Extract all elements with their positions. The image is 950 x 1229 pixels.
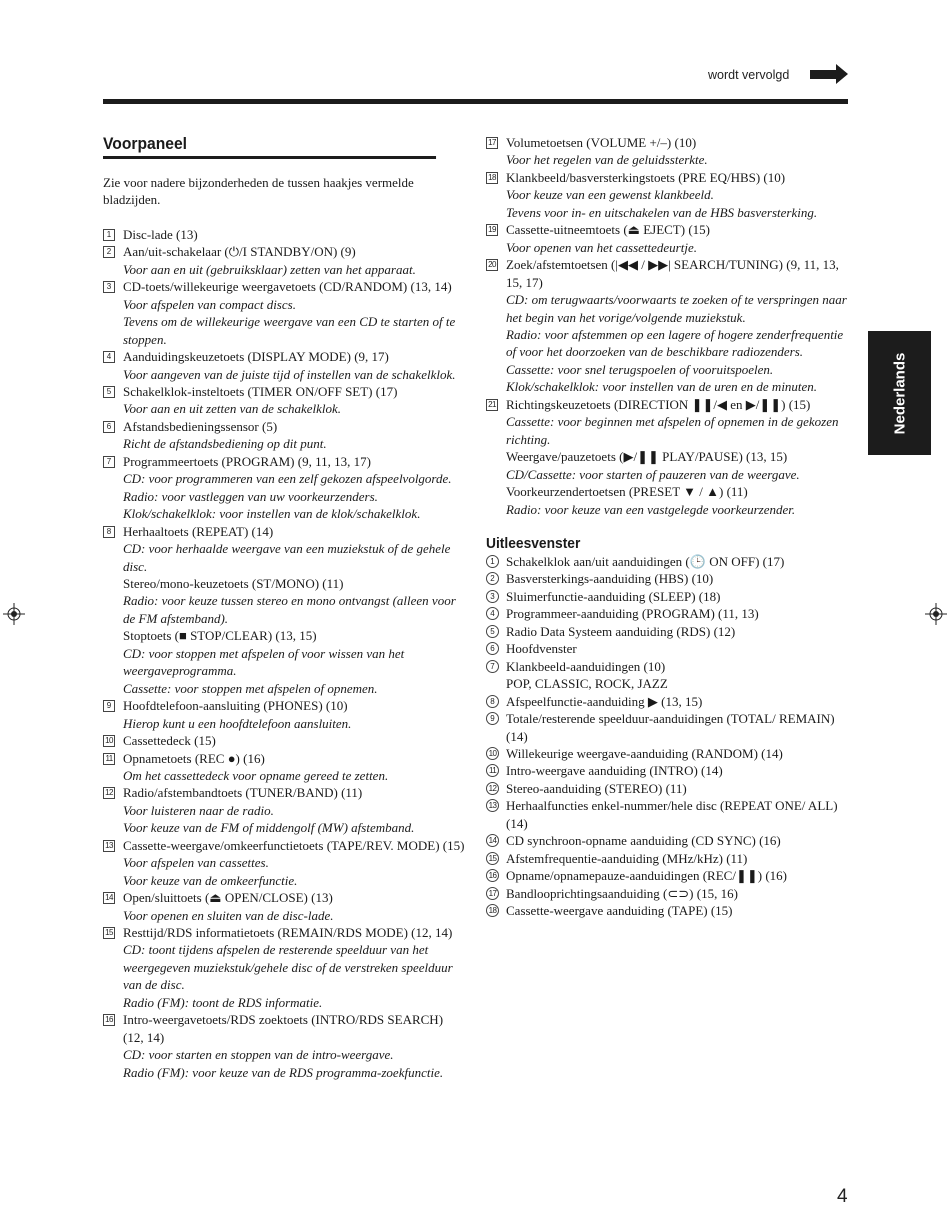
indicator-label: Basversterkings-aanduiding (HBS) (10) xyxy=(506,571,714,587)
item-number: 9 xyxy=(103,700,115,712)
item-description: Richt de afstandsbediening op dit punt. xyxy=(123,436,327,452)
front-panel-list-left xyxy=(103,226,465,1081)
item-description: CD: voor herhaalde weergave van een muziekstuk of de gehele disc. xyxy=(123,541,451,574)
indicator-number: 2 xyxy=(486,572,499,585)
item-description: Radio: voor afstemmen op een lagere of hogere zenderfrequentie of voor het doorzoeken van de beschikbare radiozenders. xyxy=(506,326,844,360)
front-panel-item xyxy=(103,784,465,836)
item-label: Zoek/afstemtoetsen (|◀◀ / ▶▶| SEARCH/TUNING) (9, 11, 13, 15, 17) xyxy=(506,257,839,290)
right-column xyxy=(486,134,848,919)
indicator-number: 3 xyxy=(486,590,499,603)
item-description: Klok/schakelklok: voor instellen van de uren en de minuten. xyxy=(506,379,818,395)
left-column xyxy=(103,134,465,1081)
item-description: Cassette: voor snel terugspoelen of vooruitspoelen. xyxy=(506,361,774,377)
display-indicator-item xyxy=(486,745,848,762)
item-number: 1 xyxy=(103,229,115,241)
item-description: CD: toont tijdens afspelen de resterende speelduur van het weergegeven muziekstuk/gehele disc of de verstreken speelduur van de disc. xyxy=(123,942,453,993)
item-label: Resttijd/RDS informatietoets (REMAIN/RDS MODE) (12, 14) xyxy=(123,925,453,941)
indicator-label: Herhaalfuncties enkel-nummer/hele disc (REPEAT ONE/ ALL) (14) xyxy=(506,798,838,831)
item-number: 13 xyxy=(103,840,115,852)
item-description: Voor openen en sluiten van de disc-lade. xyxy=(123,907,334,923)
front-panel-item xyxy=(103,453,465,523)
item-description: CD: voor stoppen met afspelen of voor wissen van het weergaveprogramma. xyxy=(123,645,405,679)
item-number: 21 xyxy=(486,399,498,411)
item-number: 16 xyxy=(103,1014,115,1026)
item-label: Programmeertoets (PROGRAM) (9, 11, 13, 17) xyxy=(123,453,371,469)
display-indicator-item xyxy=(486,658,848,693)
indicator-number: 16 xyxy=(486,869,499,882)
item-label: Afstandsbedieningssensor (5) xyxy=(123,418,278,434)
item-number: 12 xyxy=(103,787,115,799)
indicator-number: 4 xyxy=(486,607,499,620)
item-description: CD/Cassette: voor starten of pauzeren van de weergave. xyxy=(506,466,800,482)
indicator-number: 17 xyxy=(486,887,499,900)
front-panel-item xyxy=(103,348,465,383)
item-description: Radio: voor vastleggen van uw voorkeurzenders. xyxy=(123,488,378,504)
item-description: Cassette: voor beginnen met afspelen of opnemen in de gekozen richting. xyxy=(506,414,839,447)
indicator-label: Opname/opnamepauze-aanduidingen (REC/❚❚) (16) xyxy=(506,868,787,884)
item-description: Voor afspelen van cassettes. xyxy=(123,855,269,871)
item-label: Opnametoets (REC ●) (16) xyxy=(123,750,265,766)
indicator-number: 1 xyxy=(486,555,499,568)
display-indicator-item xyxy=(486,710,848,745)
front-panel-title: Voorpaneel xyxy=(103,134,436,159)
front-panel-item xyxy=(103,278,465,348)
display-indicator-item xyxy=(486,762,848,779)
item-description: Voor aangeven van de juiste tijd of instellen van de schakelklok. xyxy=(123,366,456,382)
item-label: Cassette-uitneemtoets (⏏ EJECT) (15) xyxy=(506,222,710,238)
front-panel-item xyxy=(486,256,848,396)
indicator-number: 15 xyxy=(486,852,499,865)
item-label: Weergave/pauzetoets (▶/❚❚ PLAY/PAUSE) (13, 15) xyxy=(506,449,788,465)
item-label: Aan/uit-schakelaar (⏻/I STANDBY/ON) (9) xyxy=(123,244,356,260)
item-number: 4 xyxy=(103,351,115,363)
indicator-label: Sluimerfunctie-aanduiding (SLEEP) (18) xyxy=(506,588,721,604)
indicator-number: 12 xyxy=(486,782,499,795)
item-number: 20 xyxy=(486,259,498,271)
item-label: Volumetoetsen (VOLUME +/–) (10) xyxy=(506,135,697,150)
item-description: CD: voor starten en stoppen van de intro-weergave. xyxy=(123,1047,394,1063)
display-indicator-item xyxy=(486,623,848,640)
item-description: Tevens voor in- en uitschakelen van de HBS basversterking. xyxy=(506,204,818,220)
indicator-number: 18 xyxy=(486,904,499,917)
language-tab xyxy=(868,331,931,455)
front-panel-item xyxy=(103,226,465,243)
page-number: 4 xyxy=(837,1186,848,1207)
front-panel-item xyxy=(103,889,465,924)
item-label: Schakelklok-insteltoets (TIMER ON/OFF SET) (17) xyxy=(123,383,398,399)
item-number: 17 xyxy=(486,137,498,149)
item-description: Hierop kunt u een hoofdtelefoon aansluiten. xyxy=(123,715,352,731)
front-panel-list-right xyxy=(486,134,848,518)
item-description: Tevens om de willekeurige weergave van een CD te starten of te stoppen. xyxy=(123,314,456,347)
item-description: Voor luisteren naar de radio. xyxy=(123,802,274,818)
front-panel-item xyxy=(486,134,848,169)
item-number: 11 xyxy=(103,753,115,765)
item-label: Radio/afstembandtoets (TUNER/BAND) (11) xyxy=(123,785,363,801)
indicator-label: CD synchroon-opname aanduiding (CD SYNC) (16) xyxy=(506,833,781,849)
item-description: Voor aan en uit (gebruiksklaar) zetten van het apparaat. xyxy=(123,261,416,277)
front-panel-item xyxy=(103,697,465,732)
indicator-number: 13 xyxy=(486,799,499,812)
display-indicator-item xyxy=(486,605,848,622)
item-label: CD-toets/willekeurige weergavetoets (CD/RANDOM) (13, 14) xyxy=(123,279,452,295)
indicator-label: Afstemfrequentie-aanduiding (MHz/kHz) (11) xyxy=(506,850,748,866)
item-description: Radio: voor keuze tussen stereo en mono ontvangst (alleen voor de FM afstemband). xyxy=(123,593,456,626)
arrow-right-icon xyxy=(810,64,850,84)
item-description: Voor keuze van een gewenst klankbeeld. xyxy=(506,187,714,203)
indicator-label: Klankbeeld-aanduidingen (10) xyxy=(506,658,666,674)
item-number: 6 xyxy=(103,421,115,433)
item-description: Cassette: voor stoppen met afspelen of opnemen. xyxy=(123,680,378,696)
indicator-number: 10 xyxy=(486,747,499,760)
item-description: Voor openen van het cassettedeurtje. xyxy=(506,239,697,255)
front-panel-item xyxy=(103,418,465,453)
indicator-label: Stereo-aanduiding (STEREO) (11) xyxy=(506,780,687,796)
item-label: Cassette-weergave/omkeerfunctietoets (TAPE/REV. MODE) (15) xyxy=(123,837,465,853)
indicator-number: 8 xyxy=(486,695,499,708)
registration-mark-icon xyxy=(925,603,947,625)
front-panel-item xyxy=(486,169,848,221)
item-label: Stereo/mono-keuzetoets (ST/MONO) (11) xyxy=(123,575,344,591)
indicator-number: 14 xyxy=(486,834,499,847)
item-description: Klok/schakelklok: voor instellen van de klok/schakelklok. xyxy=(123,506,421,522)
item-number: 19 xyxy=(486,224,498,236)
indicator-label: Cassette-weergave aanduiding (TAPE) (15) xyxy=(506,903,733,919)
item-label: Herhaaltoets (REPEAT) (14) xyxy=(123,523,274,539)
item-number: 10 xyxy=(103,735,115,747)
item-number: 3 xyxy=(103,281,115,293)
display-indicator-item xyxy=(486,867,848,884)
item-number: 5 xyxy=(103,386,115,398)
indicator-label: POP, CLASSIC, ROCK, JAZZ xyxy=(506,676,668,692)
item-number: 14 xyxy=(103,892,115,904)
language-tab-label: Nederlands xyxy=(891,352,909,434)
item-description: Radio: voor keuze van een vastgelegde voorkeurzender. xyxy=(506,501,796,517)
display-indicator-item xyxy=(486,780,848,797)
front-panel-item xyxy=(486,221,848,256)
front-panel-item xyxy=(103,837,465,889)
front-panel-item xyxy=(103,750,465,785)
indicator-number: 5 xyxy=(486,625,499,638)
display-indicator-item xyxy=(486,850,848,867)
indicator-label: Schakelklok aan/uit aanduidingen (🕒 ON OFF) (17) xyxy=(506,553,785,569)
item-label: Klankbeeld/basversterkingstoets (PRE EQ/HBS) (10) xyxy=(506,169,786,185)
item-label: Disc-lade (13) xyxy=(123,226,198,242)
item-label: Stoptoets (■ STOP/CLEAR) (13, 15) xyxy=(123,628,317,644)
item-description: Voor keuze van de FM of middengolf (MW) afstemband. xyxy=(123,820,415,836)
item-description: Radio (FM): toont de RDS informatie. xyxy=(123,994,323,1010)
front-panel-item xyxy=(103,523,465,698)
display-window-title: Uitleesvenster xyxy=(486,534,581,552)
front-panel-item xyxy=(103,732,465,749)
display-indicator-item xyxy=(486,640,848,657)
header-rule xyxy=(103,99,848,104)
indicator-number: 6 xyxy=(486,642,499,655)
indicator-label: Willekeurige weergave-aanduiding (RANDOM) (14) xyxy=(506,745,783,761)
indicator-number: 9 xyxy=(486,712,499,725)
item-description: Voor het regelen van de geluidssterkte. xyxy=(506,152,708,168)
item-description: Voor afspelen van compact discs. xyxy=(123,296,296,312)
front-panel-item xyxy=(486,396,848,518)
indicator-label: Intro-weergave aanduiding (INTRO) (14) xyxy=(506,763,723,779)
item-description: Voor aan en uit zetten van de schakelklok. xyxy=(123,401,342,417)
indicator-label: Hoofdvenster xyxy=(506,641,577,657)
display-indicator-item xyxy=(486,797,848,832)
indicator-label: Totale/resterende speelduur-aanduidingen (TOTAL/ REMAIN) (14) xyxy=(506,711,835,744)
item-number: 18 xyxy=(486,172,498,184)
front-panel-item xyxy=(103,1011,465,1081)
item-label: Intro-weergavetoets/RDS zoektoets (INTRO/RDS SEARCH) (12, 14) xyxy=(123,1012,444,1045)
item-number: 8 xyxy=(103,526,115,538)
display-indicator-item xyxy=(486,693,848,710)
front-panel-item xyxy=(103,383,465,418)
display-indicator-item xyxy=(486,570,848,587)
item-description: CD: voor programmeren van een zelf gekozen afspeelvolgorde. xyxy=(123,471,452,487)
indicator-label: Programmeer-aanduiding (PROGRAM) (11, 13) xyxy=(506,606,759,622)
display-window-list xyxy=(486,553,848,920)
item-description: Radio (FM): voor keuze van de RDS programma-zoekfunctie. xyxy=(123,1064,444,1080)
item-label: Voorkeurzendertoetsen (PRESET ▼ / ▲) (11) xyxy=(506,484,748,500)
indicator-label: Radio Data Systeem aanduiding (RDS) (12) xyxy=(506,623,736,639)
indicator-number: 7 xyxy=(486,660,499,673)
indicator-label: Afspeelfunctie-aanduiding ▶ (13, 15) xyxy=(506,693,703,709)
display-indicator-item xyxy=(486,885,848,902)
front-panel-intro: Zie voor nadere bijzonderheden de tussen haakjes vermelde bladzijden. xyxy=(103,175,414,208)
item-description: CD: om terugwaarts/voorwaarts te zoeken of te verspringen naar het begin van het vorige/volgende muziekstuk. xyxy=(506,292,847,325)
display-indicator-item xyxy=(486,902,848,919)
display-indicator-item xyxy=(486,588,848,605)
indicator-label: Bandlooprichtingsaanduiding (⊂⊃) (15, 16) xyxy=(506,885,738,901)
item-label: Open/sluittoets (⏏ OPEN/CLOSE) (13) xyxy=(123,890,333,906)
item-number: 15 xyxy=(103,927,115,939)
display-indicator-item xyxy=(486,553,848,570)
item-number: 7 xyxy=(103,456,115,468)
registration-mark-icon xyxy=(3,603,25,625)
item-label: Hoofdtelefoon-aansluiting (PHONES) (10) xyxy=(123,698,348,714)
front-panel-item xyxy=(103,924,465,1011)
item-label: Cassettedeck (15) xyxy=(123,733,216,749)
item-description: Voor keuze van de omkeerfunctie. xyxy=(123,872,298,888)
item-label: Aanduidingskeuzetoets (DISPLAY MODE) (9, 17) xyxy=(123,349,389,365)
continued-label: wordt vervolgd xyxy=(708,68,790,82)
display-indicator-item xyxy=(486,832,848,849)
front-panel-item xyxy=(103,243,465,278)
item-number: 2 xyxy=(103,246,115,258)
item-label: Richtingskeuzetoets (DIRECTION ❚❚/◀ en ▶/❚❚) (15) xyxy=(506,396,811,412)
indicator-number: 11 xyxy=(486,764,499,777)
item-description: Om het cassettedeck voor opname gereed te zetten. xyxy=(123,767,389,783)
